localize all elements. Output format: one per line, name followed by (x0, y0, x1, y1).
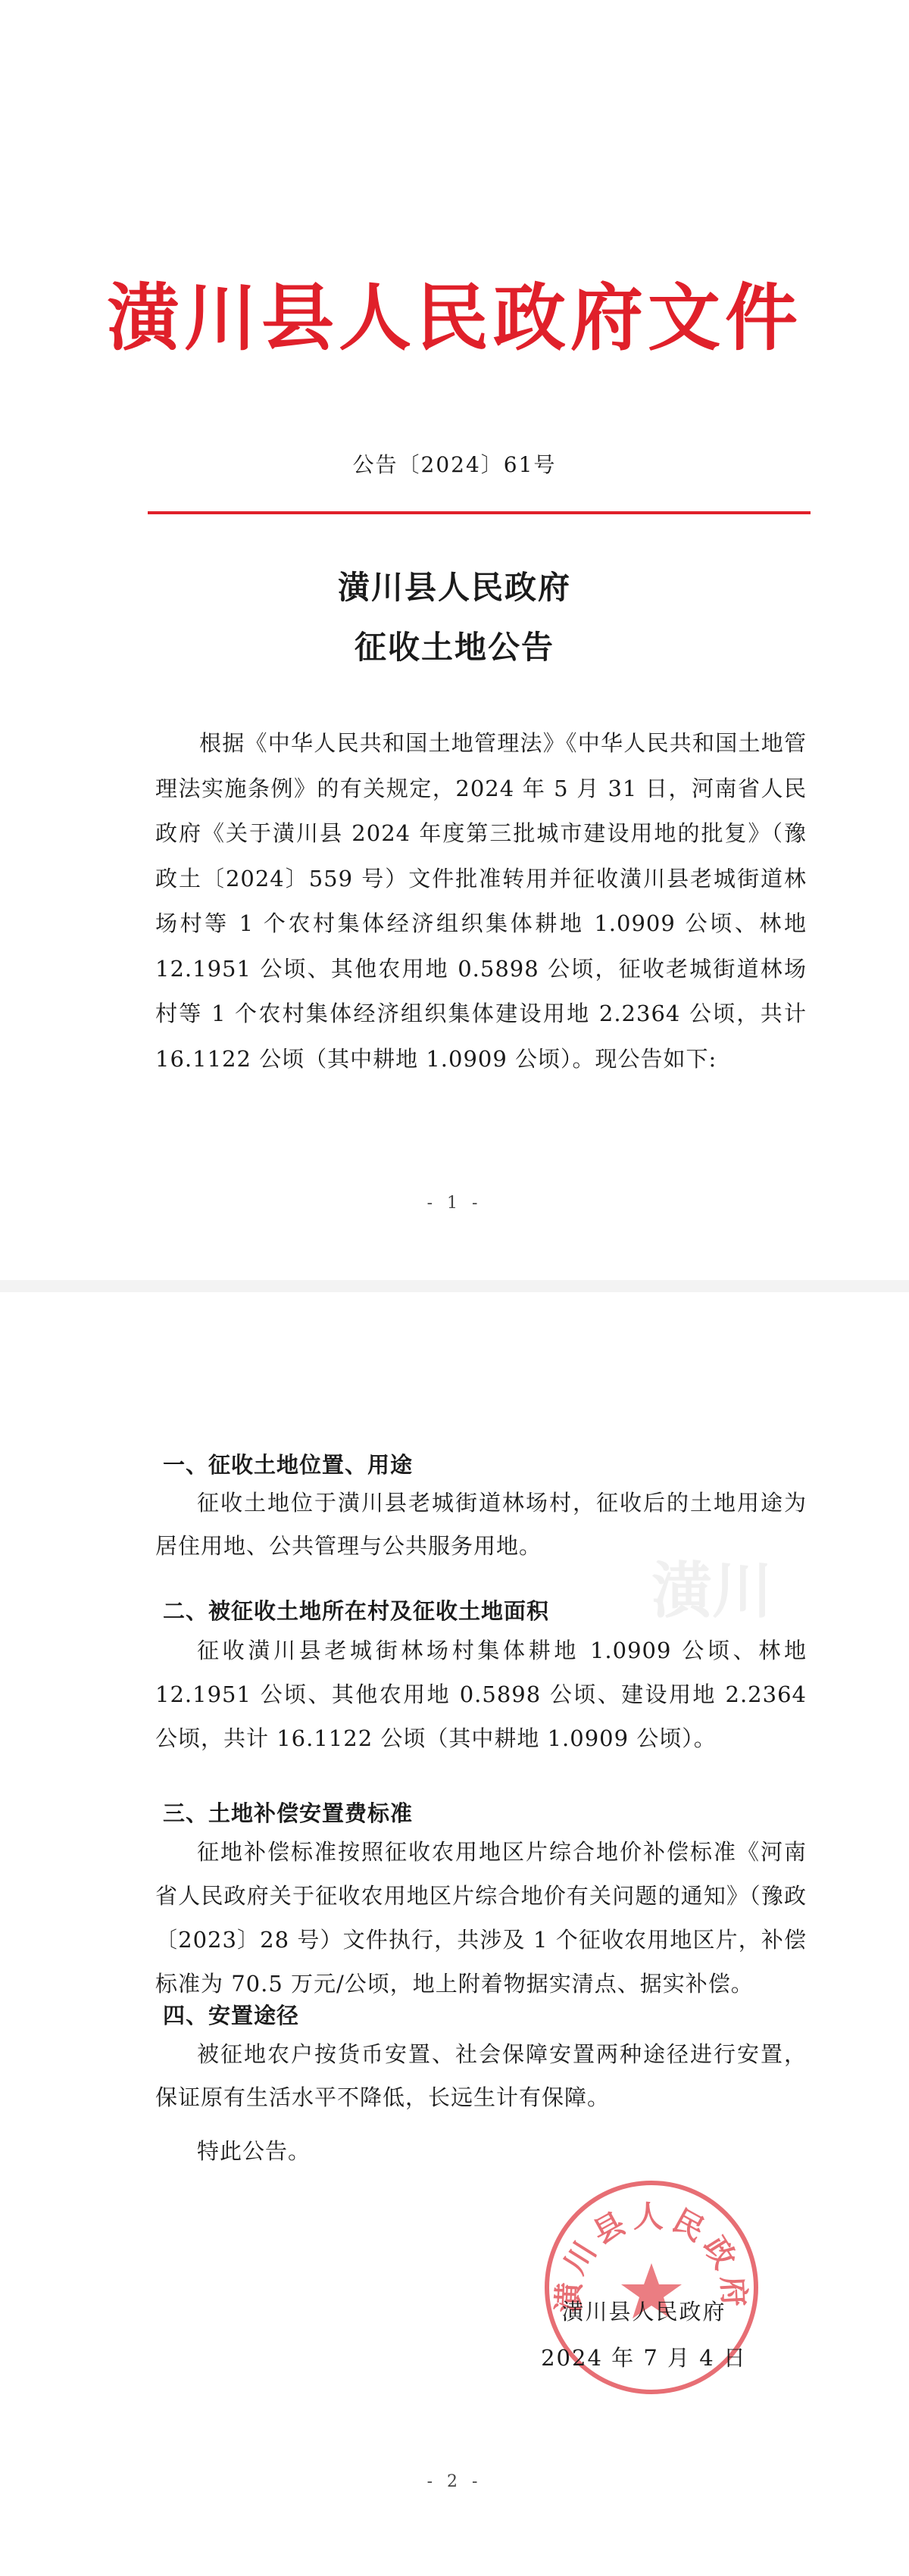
notice-title: 征收土地公告 (354, 629, 554, 666)
page-1 (0, 0, 909, 1280)
intro-paragraph: 根据《中华人民共和国土地管理法》《中华人民共和国土地管理法实施条例》的有关规定，2024 年 5 月 31 日，河南省人民政府《关于潢川县 2024 年度第三批城市建设用地的批复》（豫政土〔2024〕559 号）文件批准转用并征收潢川县老城街道林场村等 1 个农村集体经济组织集体耕地 1.0909 公顷、林地 12.1951 公顷、其他农用地 0.5898 公顷，征收老城街道林场村等 1 个农村集体经济组织集体建设用地 2.2364 公顷，共计 16.1122 公顷（其中耕地 1.0909 公顷）。现公告如下: (155, 730, 807, 1072)
section-body-compensation: 征地补偿标准按照征收农用地区片综合地价补偿标准《河南省人民政府关于征收农用地区片综合地价有关问题的通知》（豫政〔2023〕28 号）文件执行，共涉及 1 个征收农用地区片，补偿标准为 70.5 万元/公顷，地上附着物据实清点、据实补偿。 (155, 1839, 807, 1997)
section-heading-area: 二、被征收土地所在村及征收土地面积 (163, 1598, 550, 1624)
document-number: 公告〔2024〕61号 (352, 452, 557, 477)
closing-remark: 特此公告。 (197, 2138, 311, 2164)
page-number-2: - 2 - (426, 2472, 483, 2491)
svg-text:潢川县人民政府: 潢川县人民政府 (550, 2199, 753, 2314)
section-heading-resettlement: 四、安置途径 (163, 2003, 300, 2028)
section-heading-compensation: 三、土地补偿安置费标准 (163, 1800, 414, 1826)
watermark-icon: 潢川 (651, 1555, 773, 1626)
section-heading-location: 一、征收土地位置、用途 (163, 1452, 414, 1478)
section-body-location: 征收土地位于潢川县老城街道林场村，征收后的土地用途为居住用地、公共管理与公共服务用地。 (155, 1490, 807, 1559)
signature-issuer: 潢川县人民政府 (561, 2299, 726, 2325)
page-number-1: - 1 - (426, 1194, 483, 1213)
notice-title-issuer: 潢川县人民政府 (337, 569, 571, 606)
section-body-resettlement: 被征地农户按货币安置、社会保障安置两种途径进行安置，保证原有生活水平不降低，长远生计有保障。 (155, 2041, 807, 2110)
document-header-title: 潢川县人民政府文件 (107, 275, 802, 361)
red-divider-line (148, 511, 811, 514)
page-separator (0, 1280, 909, 1292)
signature-date: 2024 年 7 月 4 日 (541, 2345, 747, 2371)
section-body-area: 征收潢川县老城街林场村集体耕地 1.0909 公顷、林地 12.1951 公顷、其他农用地 0.5898 公顷、建设用地 2.2364 公顷，共计 16.1122 公顷（其中耕地 1.0909 公顷）。 (155, 1638, 807, 1751)
